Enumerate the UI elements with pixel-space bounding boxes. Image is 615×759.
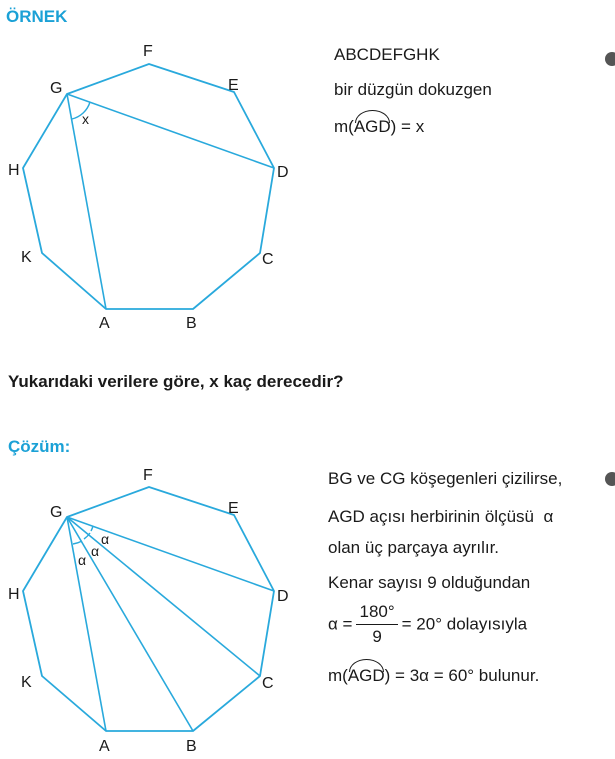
nonagon-outline [23,487,274,731]
vertex-label-A: A [99,315,110,332]
solution-line-4: Kenar sayısı 9 olduğundan [328,573,531,592]
given-polygon-type: bir düzgün dokuzgen [334,80,492,99]
solution-formula: α = $\frac{180^\circ}{9}$ = 20° dolayısıyla [328,602,528,646]
solution-heading: Çözüm: [8,437,71,456]
vertex-label-K: K [21,674,32,691]
vertex-label-K: K [21,249,32,266]
angle-alpha-label-2: α [91,543,100,559]
angle-alpha-arc-1 [73,541,82,544]
vertex-label-G: G [50,504,63,521]
angle-alpha-label-1: α [78,552,87,568]
pencil-icon [605,52,615,66]
vertex-label-H: H [8,162,20,179]
nonagon-outline [23,64,274,309]
vertex-label-D: D [277,164,289,181]
angle-x-label: x [82,111,89,127]
nonagon-diagram-solution [0,455,300,755]
question-text: Yukarıdaki verilere göre, x kaç derecedir? [8,372,344,391]
vertex-label-B: B [186,738,197,755]
angle-hat: AGD [347,666,385,685]
angle-alpha-label-3: α [101,531,110,547]
vertex-label-B: B [186,315,197,332]
vertex-label-E: E [228,77,239,94]
vertex-label-C: C [262,251,274,268]
example-heading: ÖRNEK [6,7,68,26]
solution-line-3: olan üç parçaya ayrılır. [328,538,500,557]
given-polygon-name: ABCDEFGHK [334,45,440,64]
angle-hat: AGD [353,117,391,136]
pencil-icon [605,472,615,486]
vertex-label-F: F [143,43,153,60]
vertex-label-A: A [99,738,110,755]
vertex-label-C: C [262,675,274,692]
diagonal-GD [67,94,274,168]
vertex-label-H: H [8,586,20,603]
diagonal-GC [67,517,260,676]
vertex-label-D: D [277,588,289,605]
fraction: $\frac{180^\circ}{9}$ [356,602,397,647]
solution-result: m(AGD) = 3α = 60° bulunur. [328,666,540,685]
vertex-label-F: F [143,467,153,484]
solution-line-2: AGD açısı herbirinin ölçüsü α [328,507,554,526]
nonagon-diagram-example [0,0,300,340]
vertex-label-G: G [50,80,63,97]
given-angle: m(AGD) = x [334,117,425,136]
solution-line-1: BG ve CG köşegenleri çizilirse, [328,469,563,488]
vertex-label-E: E [228,500,239,517]
